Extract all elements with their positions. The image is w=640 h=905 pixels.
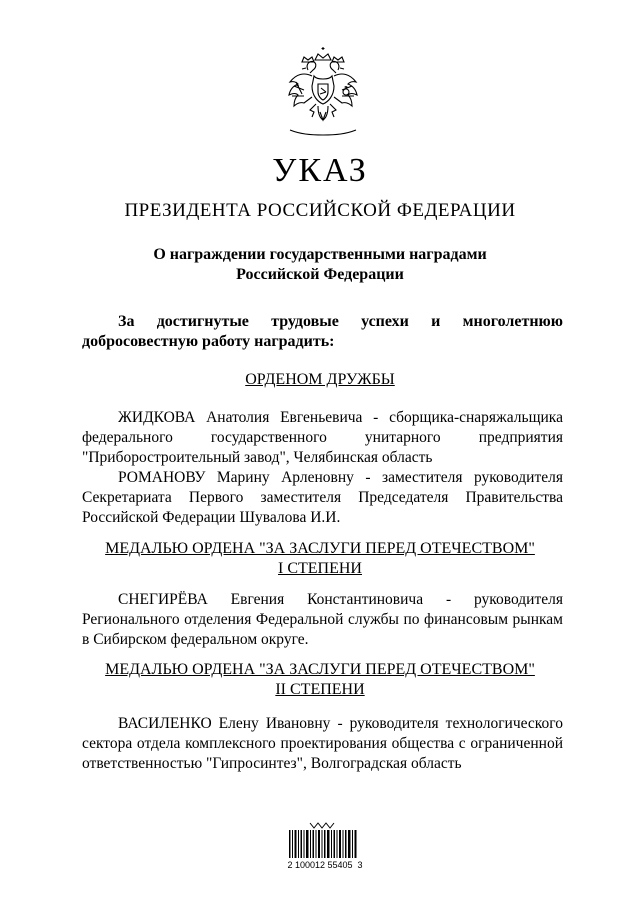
recipient-paragraph: ВАСИЛЕНКО Елену Ивановну - руководителя технологического сектора отдела комплексного проектирования общества с ограниченной ответственностью "Гипросинтез", Волгоградская область <box>82 715 563 772</box>
award-heading-order-of-friendship <box>0 370 640 390</box>
recipient-paragraph: СНЕГИРЁВА Евгения Константиновича - руководителя Регионального отделения Федеральной службы по финансовым рынкам в Сибирском федеральном округе. <box>82 591 563 648</box>
russian-coat-of-arms-icon <box>282 46 364 140</box>
decree-subject-line1: О награждении государственными наградами <box>153 246 487 263</box>
recipient-paragraph: РОМАНОВУ Марину Арленовну - заместителя руководителя Секретариата Первого заместителя Председателя Правительства Российской Федерации Шувалова И.И. <box>82 469 563 526</box>
award-title: ОРДЕНОМ ДРУЖБЫ <box>245 371 395 388</box>
barcode-number: 2 100012 55405 3 <box>287 860 363 870</box>
issuer-line: ПРЕЗИДЕНТА РОССИЙСКОЙ ФЕДЕРАЦИИ <box>124 200 516 221</box>
award-degree: II СТЕПЕНИ <box>275 681 365 698</box>
intro-paragraph: За достигнутые трудовые успехи и многолетнюю добросовестную работу наградить: <box>82 313 563 350</box>
recipient-paragraph: ЖИДКОВА Анатолия Евгеньевича - сборщика-снаряжальщика федерального государственного унитарного предприятия "Приборостроительный завод", Челябинская область <box>82 409 563 466</box>
award-heading-medal-2nd-degree <box>0 660 640 700</box>
document-title: УКАЗ <box>272 152 368 189</box>
award-heading-medal-1st-degree <box>0 539 640 579</box>
decree-subject <box>0 245 640 285</box>
award-title: МЕДАЛЬЮ ОРДЕНА "ЗА ЗАСЛУГИ ПЕРЕД ОТЕЧЕСТВОМ" <box>105 540 535 557</box>
award-title: МЕДАЛЬЮ ОРДЕНА "ЗА ЗАСЛУГИ ПЕРЕД ОТЕЧЕСТВОМ" <box>105 661 535 678</box>
barcode-icon <box>288 822 358 858</box>
decree-subject-line2: Российской Федерации <box>236 266 404 283</box>
award-degree: I СТЕПЕНИ <box>278 560 362 577</box>
